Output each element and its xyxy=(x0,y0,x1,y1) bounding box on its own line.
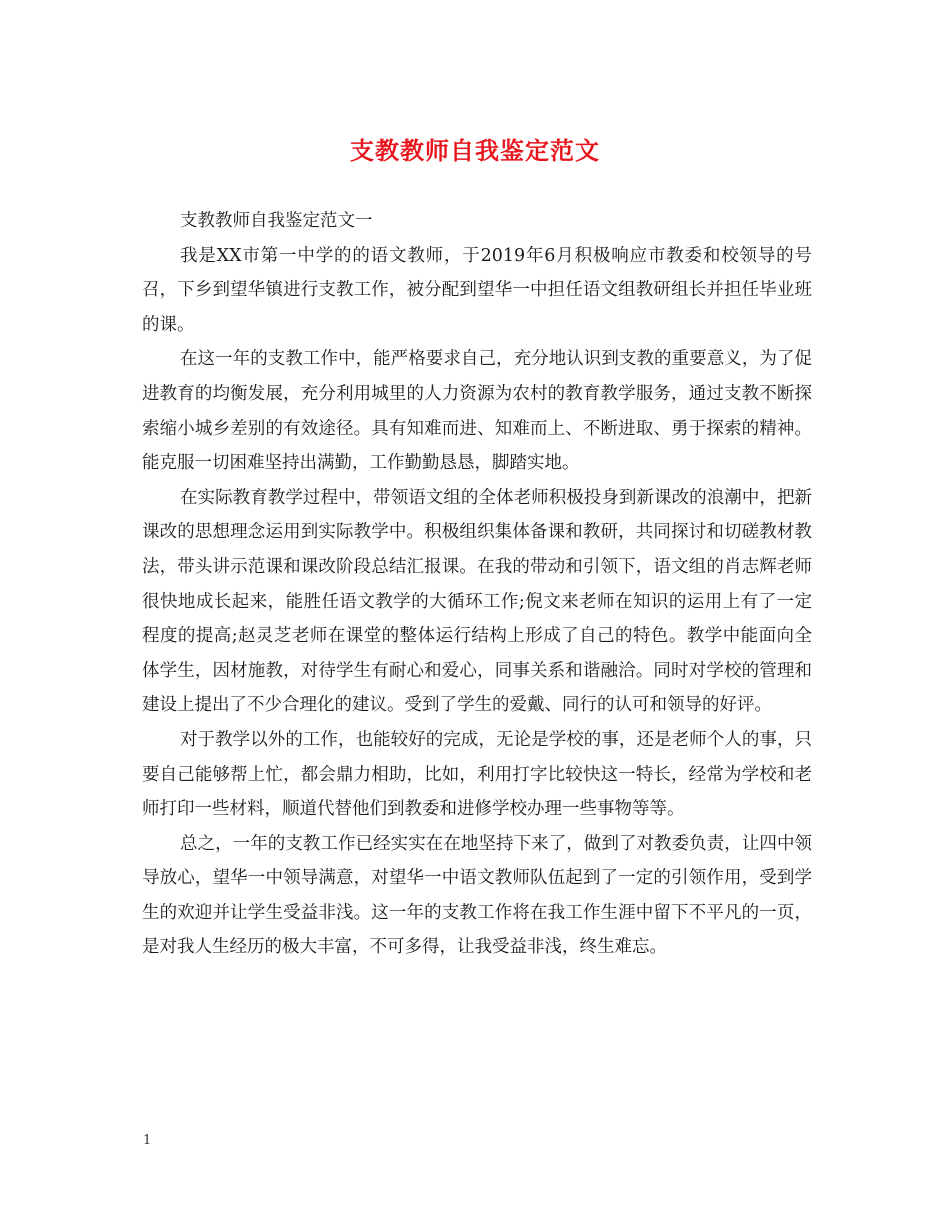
document-title: 支教教师自我鉴定范文 xyxy=(350,136,600,165)
paragraph: 我是XX市第一中学的的语文教师，于2019年6月积极响应市教委和校领导的号召，下乡到望华镇进行支教工作，被分配到望华一中担任语文组教研组长并担任毕业班的课。 xyxy=(142,245,812,335)
paragraph: 在这一年的支教工作中，能严格要求自己，充分地认识到支教的重要意义，为了促进教育的均衡发展，充分利用城里的人力资源为农村的教育教学服务，通过支教不断探索缩小城乡差别的有效途径。具有知难而进、知难而上、不断进取、勇于探索的精神。能克服一切困难坚持出满勤，工作勤勤恳恳，脚踏实地。 xyxy=(142,349,812,474)
document-body xyxy=(142,204,812,965)
paragraph: 支教教师自我鉴定范文一 xyxy=(180,211,373,231)
page-number: 1 xyxy=(143,1133,152,1148)
paragraph: 在实际教育教学过程中，带领语文组的全体老师积极投身到新课改的浪潮中，把新课改的思想理念运用到实际教学中。积极组织集体备课和教研，共同探讨和切磋教材教法，带头讲示范课和课改阶段总结汇报课。在我的带动和引领下，语文组的肖志辉老师很快地成长起来，能胜任语文教学的大循环工作;倪文来老师在知识的运用上有了一定程度的提高;赵灵芝老师在课堂的整体运行结构上形成了自己的特色。教学中能面向全体学生，因材施教，对待学生有耐心和爱心，同事关系和谐融洽。同时对学校的管理和建设上提出了不少合理化的建议。受到了学生的爱戴、同行的认可和领导的好评。 xyxy=(142,487,812,716)
paragraph: 总之，一年的支教工作已经实实在在地坚持下来了，做到了对教委负责，让四中领导放心，望华一中领导满意，对望华一中语文教师队伍起到了一定的引领作用，受到学生的欢迎并让学生受益非浅。这一年的支教工作将在我工作生涯中留下不平凡的一页，是对我人生经历的极大丰富，不可多得，让我受益非浅，终生难忘。 xyxy=(142,833,812,958)
paragraph: 对于教学以外的工作，也能较好的完成，无论是学校的事，还是老师个人的事，只要自己能够帮上忙，都会鼎力相助，比如，利用打字比较快这一特长，经常为学校和老师打印一些材料，顺道代替他们到教委和进修学校办理一些事物等等。 xyxy=(142,729,812,820)
